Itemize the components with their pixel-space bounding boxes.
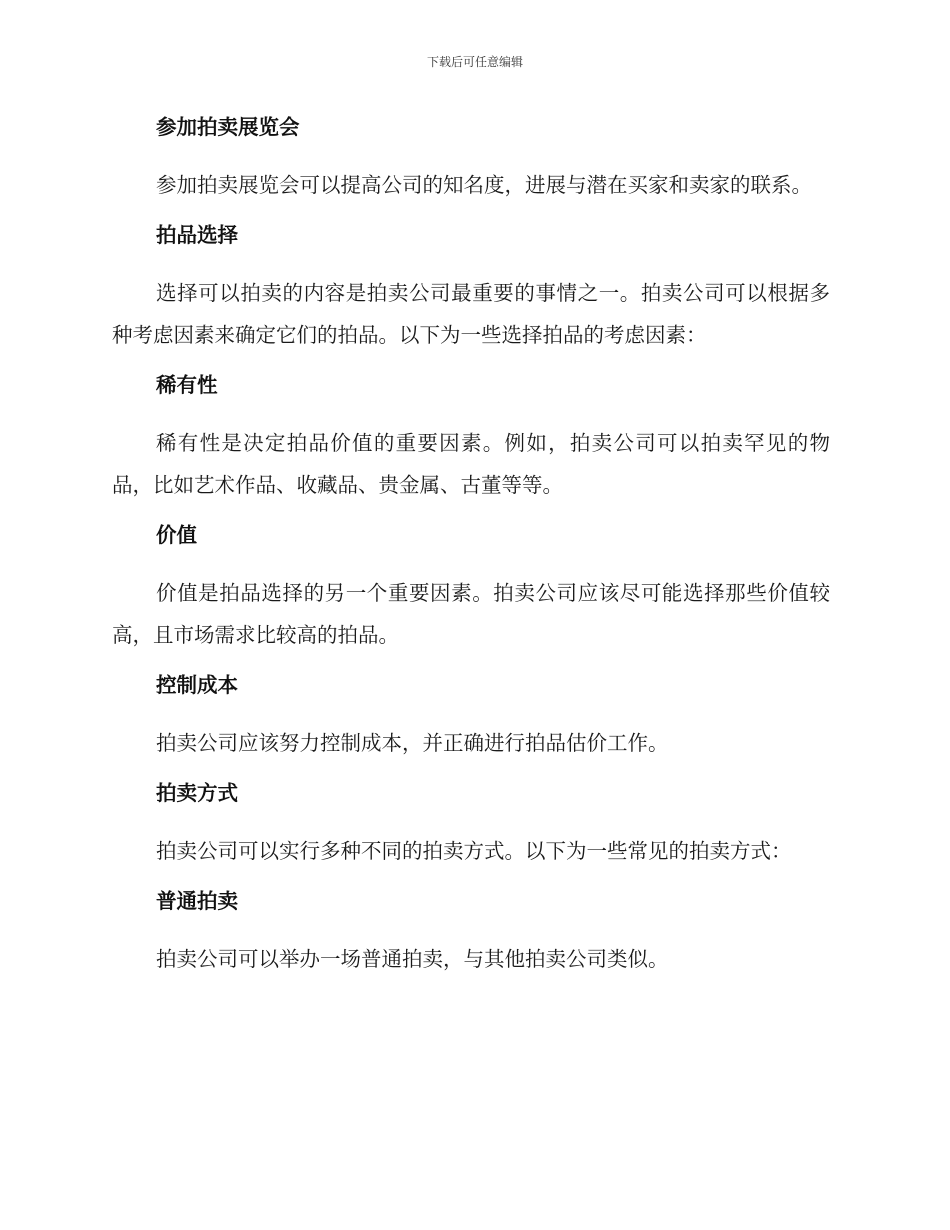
section-paragraph: 参加拍卖展览会可以提高公司的知名度，进展与潜在买家和卖家的联系。 [156,173,812,197]
section-heading: 拍卖方式 [156,781,238,805]
section-paragraph: 拍卖公司应该努力控制成本，并正确进行拍品估价工作。 [156,731,669,755]
section-heading: 控制成本 [156,673,238,697]
section-heading: 参加拍卖展览会 [156,115,300,139]
document-body [112,108,830,980]
section-paragraph: 价值是拍品选择的另一个重要因素。拍卖公司应该尽可能选择那些价值较高，且市场需求比较高的拍品。 [112,581,830,647]
section-heading: 拍品选择 [156,223,238,247]
section-paragraph: 稀有性是决定拍品价值的重要因素。例如，拍卖公司可以拍卖罕见的物品，比如艺术作品、收藏品、贵金属、古董等等。 [112,431,830,497]
section-paragraph: 拍卖公司可以举办一场普通拍卖，与其他拍卖公司类似。 [156,947,669,971]
section-heading: 稀有性 [156,373,218,397]
section-paragraph: 拍卖公司可以实行多种不同的拍卖方式。以下为一些常见的拍卖方式： [156,839,792,863]
section-heading: 普通拍卖 [156,889,238,913]
section-heading: 价值 [156,523,197,547]
section-paragraph: 选择可以拍卖的内容是拍卖公司最重要的事情之一。拍卖公司可以根据多种考虑因素来确定它们的拍品。以下为一些选择拍品的考虑因素： [112,281,830,347]
page-header: 下载后可任意编辑 [426,55,523,69]
